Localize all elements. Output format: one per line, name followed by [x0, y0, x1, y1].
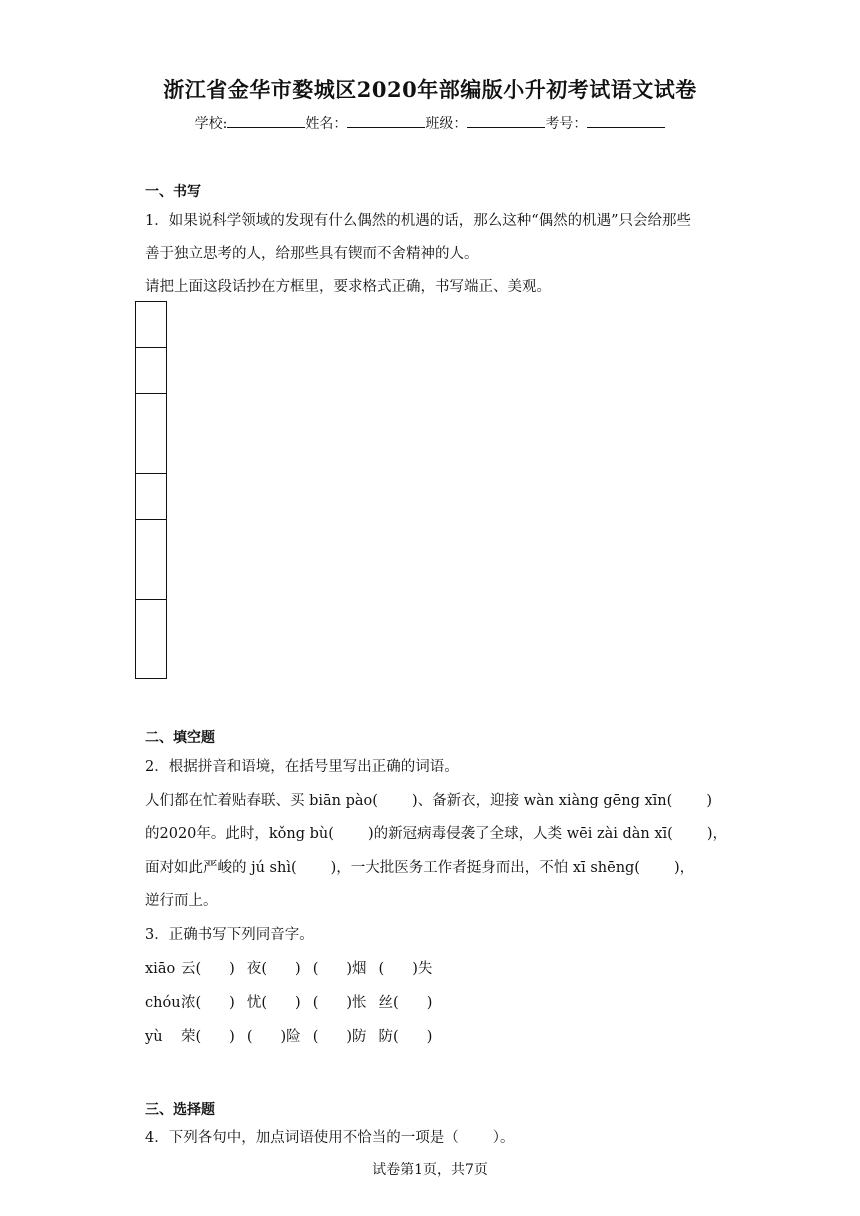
name-blank[interactable]	[347, 113, 425, 128]
q2-line2-part-a: 的2020年。此时，kǒng bù(	[145, 826, 334, 842]
homophone-text: (	[312, 1029, 319, 1045]
q2-line1	[145, 789, 712, 810]
q1-text-line2: 善于独立思考的人，给那些具有锲而不舍精神的人。	[145, 246, 479, 262]
homophone-text: )险	[280, 1029, 301, 1045]
q2-stem: 2．根据拼音和语境，在括号里写出正确的词语。	[145, 759, 459, 775]
homophone-pinyin: xiāo	[145, 961, 176, 977]
homophone-pinyin: yù	[145, 1029, 163, 1045]
homophone-text: (	[246, 1029, 253, 1045]
homophone-row	[145, 957, 432, 978]
q2-line2-part-b: )的新冠病毒侵袭了全球，人类 wēi zài dàn xī(	[367, 826, 673, 842]
name-label: 姓名：	[305, 116, 348, 132]
homophone-text: )烟	[346, 961, 367, 977]
q2-line3-part-a: 面对如此严峻的 jú shì(	[145, 860, 297, 876]
school-label: 学校:	[194, 116, 228, 132]
section-heading-choice: 三、选择题	[145, 1102, 215, 1118]
page-footer: 试卷第1页，共7页	[372, 1162, 488, 1178]
section-heading-fill-blank: 二、填空题	[145, 730, 215, 746]
homophone-text: )	[229, 995, 235, 1011]
homophone-row	[145, 991, 432, 1012]
homophone-text: 云(	[181, 961, 202, 977]
homophone-text: (	[378, 961, 385, 977]
grid-cell[interactable]	[136, 600, 166, 679]
homophone-text: 夜(	[246, 961, 268, 977]
homophone-text: )怅	[346, 995, 367, 1011]
student-info-line	[0, 113, 860, 133]
q2-line3	[145, 856, 694, 877]
q2-line2-part-c: )，	[706, 826, 727, 842]
q2-line2	[145, 822, 727, 843]
homophone-text: 丝(	[378, 995, 399, 1011]
writing-grid[interactable]	[135, 301, 167, 679]
homophone-text: (	[312, 995, 319, 1011]
grid-cell[interactable]	[136, 520, 166, 600]
q1-instruction: 请把上面这段话抄在方框里，要求格式正确，书写端正、美观。	[145, 279, 551, 295]
q2-line4: 逆行而上。	[145, 893, 218, 909]
homophone-text: )	[229, 1029, 235, 1045]
exam-no-label: 考号：	[545, 116, 588, 132]
grid-cell[interactable]	[136, 394, 166, 474]
homophone-text: 浓(	[181, 995, 202, 1011]
q2-line3-part-b: )，一大批医务工作者挺身而出，不怕 xī shēng(	[330, 860, 640, 876]
homophone-text: )失	[412, 961, 433, 977]
homophone-text: )	[295, 995, 301, 1011]
homophone-text: 忧(	[246, 995, 268, 1011]
q4-stem	[145, 1126, 514, 1147]
q4-stem-part-b: ）。	[492, 1130, 515, 1146]
q2-line1-part-a: 人们都在忙着贴春联、买 biān pào(	[145, 793, 378, 809]
exam-no-blank[interactable]	[587, 113, 665, 128]
homophone-text: 防(	[378, 1029, 399, 1045]
school-blank[interactable]	[227, 113, 305, 128]
q2-line1-part-b: )、备新衣，迎接 wàn xiàng gēng xīn(	[411, 793, 673, 809]
q2-line1-part-c: )	[706, 793, 712, 809]
homophone-text: )	[295, 961, 301, 977]
class-blank[interactable]	[467, 113, 545, 128]
q1-text-line1: 1．如果说科学领域的发现有什么偶然的机遇的话，那么这种“偶然的机遇”只会给那些	[145, 213, 692, 229]
q4-stem-part-a: 4．下列各句中，加点词语使用不恰当的一项是（	[145, 1130, 459, 1146]
homophone-text: 荣(	[181, 1029, 202, 1045]
q2-line3-part-c: )，	[673, 860, 695, 876]
homophone-text: )	[229, 961, 235, 977]
exam-title: 浙江省金华市婺城区2020年部编版小升初考试语文试卷	[163, 77, 697, 102]
grid-cell[interactable]	[136, 302, 166, 348]
grid-cell[interactable]	[136, 474, 166, 520]
homophone-text: )	[426, 995, 433, 1011]
homophone-row	[145, 1025, 432, 1046]
homophone-text: (	[312, 961, 319, 977]
section-heading-writing: 一、书写	[145, 184, 201, 200]
homophone-text: )	[426, 1029, 433, 1045]
grid-cell[interactable]	[136, 348, 166, 394]
homophone-pinyin: chóu	[145, 995, 181, 1011]
class-label: 班级：	[425, 116, 468, 132]
q3-stem: 3．正确书写下列同音字。	[145, 927, 314, 943]
homophone-text: )防	[346, 1029, 367, 1045]
